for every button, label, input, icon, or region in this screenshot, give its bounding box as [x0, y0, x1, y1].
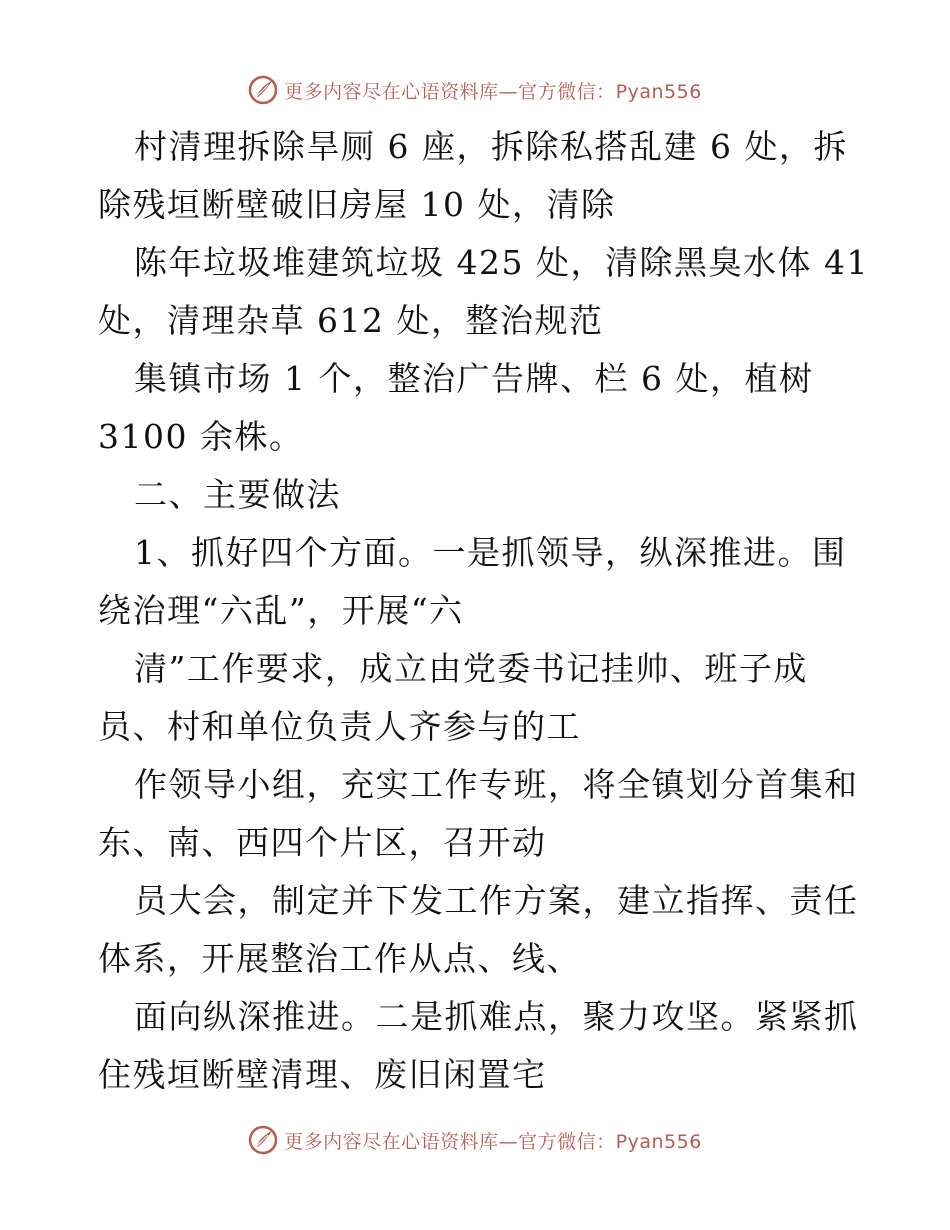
paragraph-7 [98, 756, 858, 872]
footer-banner-text: 更多内容尽在心语资料库—官方微信：Pyan556 [284, 1130, 702, 1153]
paragraph-line: 绕治理“六乱”，开展“六 [98, 591, 464, 630]
paragraph-8 [98, 872, 858, 988]
paragraph-line: 集镇市场 1 个，整治广告牌、栏 6 处，植树 [134, 359, 814, 398]
footer-banner [0, 1122, 950, 1158]
section-heading-text: 二、主要做法 [134, 475, 341, 514]
paragraph-line: 3100 余株。 [98, 417, 304, 456]
paragraph-line: 除残垣断壁破旧房屋 10 处，清除 [98, 185, 616, 224]
paragraph-line: 村清理拆除旱厕 6 座，拆除私搭乱建 6 处，拆 [134, 127, 848, 166]
paragraph-9 [98, 988, 858, 1104]
header-banner [0, 72, 950, 108]
paragraph-line: 清”工作要求，成立由党委书记挂帅、班子成 [134, 649, 808, 688]
header-banner-text: 更多内容尽在心语资料库—官方微信：Pyan556 [284, 80, 702, 103]
paragraph-line: 1、抓好四个方面。一是抓领导，纵深推进。围 [134, 533, 847, 572]
document-body [98, 118, 869, 1104]
paragraph-line: 陈年垃圾堆建筑垃圾 425 处，清除黑臭水体 41 [134, 243, 869, 282]
paragraph-6 [98, 640, 858, 756]
paragraph-5 [98, 524, 858, 640]
paragraph-line: 东、南、西四个片区，召开动 [98, 823, 547, 862]
section-heading [98, 466, 858, 524]
feather-pen-logo-icon [248, 1125, 278, 1155]
paragraph-line: 住残垣断壁清理、废旧闲置宅 [98, 1055, 547, 1094]
paragraph-line: 体系，开展整治工作从点、线、 [98, 939, 581, 978]
paragraph-line: 作领导小组，充实工作专班，将全镇划分首集和 [134, 765, 859, 804]
paragraph-3 [98, 350, 858, 466]
paragraph-line: 员、村和单位负责人齐参与的工 [98, 707, 581, 746]
paragraph-line: 员大会，制定并下发工作方案，建立指挥、责任 [134, 881, 859, 920]
paragraph-2 [98, 234, 869, 350]
paragraph-1 [98, 118, 858, 234]
feather-pen-logo-icon [248, 75, 278, 105]
paragraph-line: 处，清理杂草 612 处，整治规范 [98, 301, 604, 340]
paragraph-line: 面向纵深推进。二是抓难点，聚力攻坚。紧紧抓 [134, 997, 859, 1036]
